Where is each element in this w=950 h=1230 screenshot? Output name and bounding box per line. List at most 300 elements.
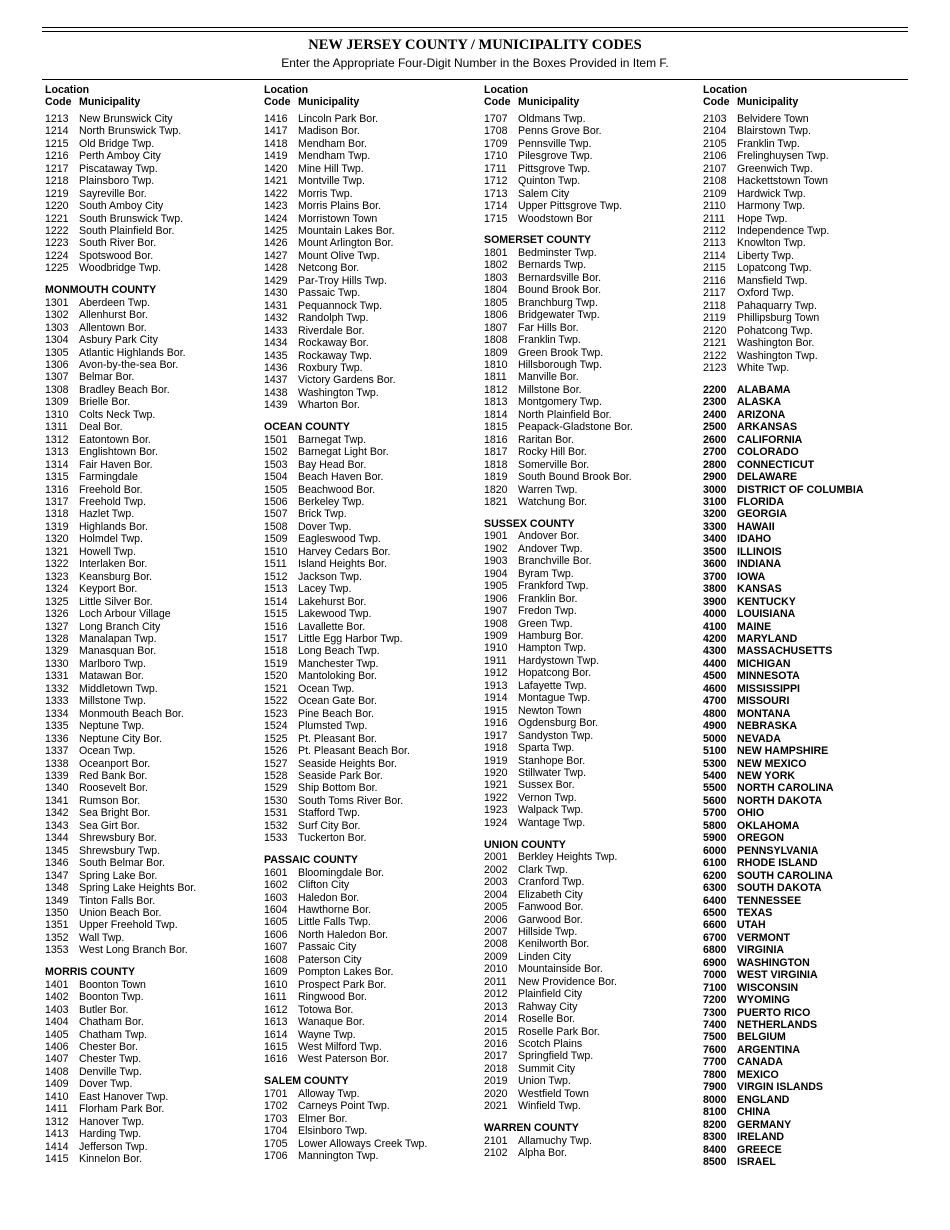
location-code: 2110 (703, 200, 726, 213)
table-row (45, 484, 260, 496)
location-code: 1323 (45, 570, 69, 583)
location-code: 1225 (45, 262, 69, 275)
location-code: 1532 (264, 819, 288, 832)
location-code: 1519 (264, 657, 288, 670)
state-name: MISSOURI (737, 695, 790, 708)
location-code: 1304 (45, 334, 69, 347)
municipality-name: Freehold Twp. (79, 496, 146, 508)
table-row (45, 621, 260, 633)
location-code: 2003 (484, 876, 508, 889)
state-name: NEW HAMPSHIRE (737, 745, 829, 758)
municipality-name: Lafayette Twp. (518, 679, 587, 692)
location-code: 3400 (703, 533, 727, 546)
state-name: SOUTH DAKOTA (737, 882, 822, 895)
location-code: 1335 (45, 720, 69, 733)
municipality-name: Lacey Twp. (298, 583, 352, 596)
table-row (703, 113, 918, 125)
state-name: KENTUCKY (737, 595, 796, 608)
state-name: INDIANA (737, 558, 782, 571)
location-code: 1349 (45, 894, 69, 907)
table-row (264, 695, 479, 707)
table-row (484, 543, 699, 555)
location-code: 1614 (264, 1028, 288, 1041)
location-code: 1615 (264, 1040, 288, 1053)
municipality-name: Branchville Bor. (518, 555, 592, 568)
state-row (703, 459, 918, 471)
location-code: 1417 (264, 125, 288, 138)
location-code: 1509 (264, 533, 288, 546)
state-row (703, 633, 918, 645)
top-rule (42, 27, 908, 28)
location-code: 1216 (45, 150, 69, 163)
municipality-name: Pohatcong Twp. (737, 324, 813, 337)
table-row (484, 113, 699, 125)
table-row (484, 309, 699, 321)
county-heading: OCEAN COUNTY (264, 421, 350, 434)
state-row (703, 533, 918, 545)
state-row (703, 982, 918, 994)
location-code: 3900 (703, 595, 727, 608)
location-code: 1426 (264, 237, 288, 250)
state-name: IRELAND (737, 1131, 785, 1144)
location-code: 1421 (264, 175, 288, 188)
table-row (45, 225, 260, 237)
municipality-name: Walpack Twp. (518, 804, 584, 817)
location-code: 1436 (264, 361, 288, 374)
state-name: ARGENTINA (737, 1043, 800, 1056)
municipality-name: Florham Park Bor. (79, 1103, 165, 1116)
location-code: 2019 (484, 1075, 508, 1088)
municipality-name: Pittsgrove Twp. (518, 162, 591, 175)
state-name: NETHERLANDS (737, 1019, 818, 1032)
table-row (45, 347, 260, 359)
state-row (703, 695, 918, 707)
municipality-name: Aberdeen Twp. (79, 296, 151, 309)
municipality-name: Frelinghuysen Twp. (737, 150, 829, 163)
table-row (45, 409, 260, 421)
municipality-name: Kinnelon Bor. (79, 1153, 143, 1166)
state-row (703, 434, 918, 446)
table-row (484, 530, 699, 542)
location-code: 1806 (484, 309, 508, 322)
location-code: 4300 (703, 645, 727, 658)
table-row (264, 708, 479, 720)
municipality-name: Island Heights Bor. (298, 558, 387, 571)
location-code: 2500 (703, 421, 727, 434)
location-code: 1301 (45, 296, 69, 309)
location-code: 5100 (703, 745, 727, 758)
state-row (703, 384, 918, 396)
state-name: MASSACHUSETTS (737, 645, 833, 658)
state-name: NORTH DAKOTA (737, 794, 823, 807)
location-code: 1213 (45, 112, 69, 125)
municipality-name: Chester Twp. (79, 1053, 142, 1066)
municipality-name: Branchburg Twp. (518, 296, 598, 309)
table-row (264, 300, 479, 312)
municipality-name: Woodbridge Twp. (79, 262, 162, 275)
municipality-name: Rockaway Twp. (298, 349, 372, 362)
top-rule-thin (42, 31, 908, 32)
municipality-name: Warren Twp. (518, 483, 578, 496)
municipality-name: Chester Bor. (79, 1040, 138, 1053)
location-code: 8000 (703, 1093, 727, 1106)
table-row (45, 396, 260, 408)
municipality-name: Hopatcong Bor. (518, 667, 592, 680)
location-code: 1807 (484, 321, 508, 334)
table-row (484, 1075, 699, 1087)
table-row (264, 733, 479, 745)
location-code: 1425 (264, 224, 288, 237)
municipality-name: Frankford Twp. (518, 580, 589, 593)
municipality-name: Haledon Bor. (298, 891, 360, 904)
location-code: 2006 (484, 913, 508, 926)
municipality-name: Wall Twp. (79, 931, 125, 944)
table-row (484, 618, 699, 630)
location-code: 7900 (703, 1081, 727, 1094)
location-code: 1819 (484, 471, 508, 484)
municipality-name: Mine Hill Twp. (298, 162, 364, 175)
table-row (264, 533, 479, 545)
municipality-name: Harmony Twp. (737, 200, 806, 213)
location-code: 1411 (45, 1103, 68, 1116)
municipality-name: Newton Town (518, 704, 582, 717)
location-code: 1432 (264, 312, 288, 325)
municipality-name: New Providence Bor. (518, 975, 617, 988)
location-code: 1312 (45, 1115, 69, 1128)
municipality-name: Sea Bright Bor. (79, 807, 151, 820)
table-row (484, 247, 699, 259)
location-code: 1612 (264, 1003, 288, 1016)
location-code: 1318 (45, 508, 69, 521)
location-code: 1907 (484, 605, 508, 618)
state-row (703, 1044, 918, 1056)
table-row (45, 309, 260, 321)
location-code: 2018 (484, 1062, 508, 1075)
state-row (703, 1131, 918, 1143)
table-row (264, 125, 479, 137)
location-code: 1711 (484, 162, 507, 175)
municipality-name: Seaside Park Bor. (298, 769, 383, 782)
municipality-name: Clifton City (298, 879, 350, 892)
municipality-name: Shrewsbury Twp. (79, 844, 161, 857)
municipality-name: Garwood Bor. (518, 913, 583, 926)
table-row (703, 225, 918, 237)
state-name: ISRAEL (737, 1156, 776, 1169)
municipality-name: Allamuchy Twp. (518, 1134, 592, 1147)
states-list (703, 384, 918, 1169)
location-code: 2107 (703, 162, 727, 175)
municipality-name: Lincoln Park Bor. (298, 112, 379, 125)
location-code: 1816 (484, 433, 508, 446)
state-row (703, 683, 918, 695)
state-name: ARKANSAS (737, 421, 798, 434)
location-code: 2700 (703, 446, 727, 459)
table-row (264, 325, 479, 337)
table-row (45, 1004, 260, 1016)
location-code: 1427 (264, 249, 288, 262)
municipality-name: Mount Arlington Bor. (298, 237, 394, 250)
location-code: 1811 (484, 371, 507, 384)
table-row (484, 1135, 699, 1147)
state-name: COLORADO (737, 446, 799, 459)
municipality-name: Sandyston Twp. (518, 729, 594, 742)
municipality-name: Roselle Bor. (518, 1013, 576, 1026)
location-code: 1418 (264, 137, 288, 150)
location-code: 1507 (264, 508, 288, 521)
municipality-name: South Brunswick Twp. (79, 212, 184, 225)
location-code: 1817 (484, 446, 508, 459)
location-code: 2103 (703, 112, 727, 125)
location-code: 1602 (264, 879, 288, 892)
table-row (45, 200, 260, 212)
municipality-name: Avon-by-the-sea Bor. (79, 359, 179, 372)
table-row (264, 832, 479, 844)
municipality-name: Neptune City Bor. (79, 732, 163, 745)
county-heading: UNION COUNTY (484, 838, 566, 851)
table-row (45, 421, 260, 433)
table-row (484, 767, 699, 779)
municipality-name: Rocky Hill Bor. (518, 446, 587, 459)
table-row (484, 1147, 699, 1159)
table-row (484, 705, 699, 717)
location-code: 1505 (264, 483, 288, 496)
state-row (703, 446, 918, 458)
municipality-name: Oceanport Bor. (79, 757, 151, 770)
location-code: 1908 (484, 617, 508, 630)
location-code: 2123 (703, 361, 727, 374)
table-row (484, 792, 699, 804)
municipality-name: Shrewsbury Bor. (79, 832, 157, 845)
table-row (703, 362, 918, 374)
municipality-name: Bay Head Bor. (298, 458, 367, 471)
municipality-name: Tinton Falls Bor. (79, 894, 156, 907)
location-code: 1605 (264, 916, 288, 929)
municipality-name: Tuckerton Bor. (298, 832, 367, 845)
municipality-header: Municipality (737, 96, 799, 109)
location-code: 1340 (45, 782, 69, 795)
location-code: 2108 (703, 175, 727, 188)
county-heading: SALEM COUNTY (264, 1075, 349, 1088)
state-name: KANSAS (737, 583, 782, 596)
location-code: 1317 (45, 496, 69, 508)
state-name: NEW MEXICO (737, 757, 807, 770)
municipality-name: Mendham Twp. (298, 150, 371, 163)
location-code: 1401 (45, 978, 69, 991)
state-name: CANADA (737, 1056, 783, 1069)
location-code: 1613 (264, 1016, 288, 1029)
municipality-name: Lower Alloways Creek Twp. (298, 1137, 428, 1150)
municipality-name: Atlantic Highlands Bor. (79, 346, 186, 359)
table-row (45, 758, 260, 770)
municipality-name: Andover Twp. (518, 542, 583, 555)
municipality-name: Hampton Twp. (518, 642, 587, 655)
state-row (703, 882, 918, 894)
location-code: 6000 (703, 844, 727, 857)
table-row (264, 200, 479, 212)
table-row (703, 188, 918, 200)
table-row (703, 275, 918, 287)
location-code: 7700 (703, 1056, 727, 1069)
table-row (264, 387, 479, 399)
location-code: 2120 (703, 324, 727, 337)
table-row (45, 163, 260, 175)
location-code: 6400 (703, 894, 727, 907)
location-code: 1416 (264, 112, 288, 125)
municipality-name: Westfield Town (518, 1087, 589, 1100)
location-code: 1518 (264, 645, 288, 658)
location-code: 1701 (264, 1087, 288, 1100)
table-row (264, 720, 479, 732)
location-code: 2117 (703, 287, 726, 300)
location-header: Location (484, 84, 529, 96)
table-row (484, 384, 699, 396)
location-code: 1343 (45, 819, 69, 832)
location-code: 2109 (703, 187, 727, 200)
location-code: 1922 (484, 791, 508, 804)
location-code: 2101 (484, 1134, 508, 1147)
table-row (703, 237, 918, 249)
state-row (703, 583, 918, 595)
table-row (264, 820, 479, 832)
municipality-name: Brick Twp. (298, 508, 347, 521)
location-code: 2008 (484, 938, 508, 951)
state-row (703, 720, 918, 732)
table-row (45, 571, 260, 583)
municipality-name: Ocean Gate Bor. (298, 695, 377, 708)
table-row (484, 496, 699, 508)
table-row (45, 334, 260, 346)
state-name: ARIZONA (737, 408, 786, 421)
municipality-name: Franklin Twp. (518, 334, 581, 347)
table-row (45, 1153, 260, 1165)
municipality-name: Bound Brook Bor. (518, 284, 602, 297)
location-code: 1352 (45, 931, 69, 944)
table-row (264, 1113, 479, 1125)
table-row (45, 733, 260, 745)
code-column-4 (703, 84, 918, 1168)
location-code: 1350 (45, 906, 69, 919)
table-row (45, 1053, 260, 1065)
state-row (703, 484, 918, 496)
location-code: 1516 (264, 620, 288, 633)
location-code: 3500 (703, 545, 727, 558)
table-row (45, 546, 260, 558)
municipality-name: Morris Twp. (298, 187, 353, 200)
municipality-name: Little Falls Twp. (298, 916, 371, 929)
table-row (45, 633, 260, 645)
table-row (264, 508, 479, 520)
location-code: 1334 (45, 707, 69, 720)
municipality-name: Keansburg Bor. (79, 570, 153, 583)
municipality-name: New Brunswick City (79, 112, 173, 125)
table-row (45, 907, 260, 919)
table-row (264, 596, 479, 608)
location-code: 1319 (45, 520, 69, 533)
municipality-name: Jefferson Twp. (79, 1140, 148, 1153)
table-row (45, 608, 260, 620)
location-code: 1529 (264, 782, 288, 795)
table-row (264, 867, 479, 879)
municipality-name: Kenilworth Bor. (518, 938, 590, 951)
location-code: 1703 (264, 1112, 288, 1125)
table-row (264, 979, 479, 991)
location-code: 1709 (484, 137, 508, 150)
municipality-name: Upper Freehold Twp. (79, 919, 178, 932)
location-code: 1302 (45, 309, 69, 322)
table-row (484, 396, 699, 408)
location-code: 5600 (703, 794, 727, 807)
municipality-name: Knowlton Twp. (737, 237, 806, 250)
table-row (45, 138, 260, 150)
table-row (484, 555, 699, 567)
table-row (264, 250, 479, 262)
municipality-name: Wayne Twp. (298, 1028, 356, 1041)
table-row (484, 359, 699, 371)
location-code: 1528 (264, 769, 288, 782)
table-row (264, 546, 479, 558)
location-code: 2007 (484, 925, 508, 938)
table-row (45, 845, 260, 857)
table-row (264, 1053, 479, 1065)
municipality-name: Matawan Bor. (79, 670, 144, 683)
municipality-name: Vernon Twp. (518, 791, 577, 804)
table-row (484, 655, 699, 667)
column-header (264, 84, 479, 109)
municipality-name: Boonton Twp. (79, 991, 144, 1004)
state-name: IOWA (737, 570, 766, 583)
state-row (703, 409, 918, 421)
table-row (264, 670, 479, 682)
state-row (703, 670, 918, 682)
location-code: 1820 (484, 483, 508, 496)
state-name: PENNSYLVANIA (737, 844, 819, 857)
municipality-name: Pompton Lakes Bor. (298, 966, 394, 979)
table-row (264, 1100, 479, 1112)
location-code: 1419 (264, 150, 288, 163)
location-code: 1713 (484, 187, 508, 200)
municipality-name: Par-Troy Hills Twp. (298, 274, 387, 287)
location-code: 1345 (45, 844, 69, 857)
table-row (45, 384, 260, 396)
table-row (45, 1041, 260, 1053)
location-code: 1523 (264, 707, 288, 720)
table-row (45, 870, 260, 882)
table-row (264, 916, 479, 928)
code-header: Code (703, 96, 730, 109)
location-code: 2119 (703, 312, 726, 325)
county-heading: SUSSEX COUNTY (484, 517, 575, 530)
table-row (484, 1038, 699, 1050)
location-code: 1603 (264, 891, 288, 904)
municipality-name: Ship Bottom Bor. (298, 782, 378, 795)
table-row (703, 337, 918, 349)
table-row (264, 362, 479, 374)
state-name: OREGON (737, 832, 785, 845)
state-row (703, 496, 918, 508)
municipality-name: Liberty Twp. (737, 249, 794, 262)
location-code: 5700 (703, 807, 727, 820)
table-row (703, 312, 918, 324)
state-name: ILLINOIS (737, 545, 782, 558)
state-name: MEXICO (737, 1068, 779, 1081)
municipality-name: Lakewood Twp. (298, 608, 372, 621)
state-row (703, 770, 918, 782)
municipality-name: Old Bridge Twp. (79, 137, 155, 150)
location-code: 1339 (45, 769, 69, 782)
column-header (703, 84, 918, 109)
municipality-name: Summit City (518, 1062, 576, 1075)
table-row (264, 1029, 479, 1041)
